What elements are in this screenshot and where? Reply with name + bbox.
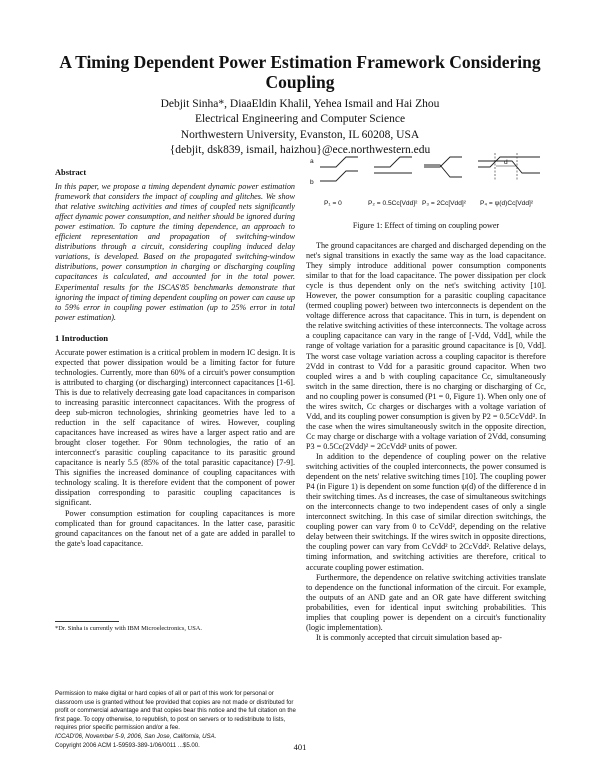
abstract-heading: Abstract	[55, 168, 87, 177]
fig-p1: P₁ = 0	[324, 200, 342, 207]
right-paragraph-4: It is commonly accepted that circuit simulation based ap-	[316, 632, 502, 642]
author-block	[40, 97, 560, 158]
fig2-wire-a	[374, 157, 412, 167]
fig-label-d: d	[504, 159, 508, 166]
footnote: *Dr. Sinha is currently with IBM Microelectronics, USA.	[55, 625, 202, 632]
abstract-text: In this paper, we propose a timing dependent dynamic power estimation framework that considers the impact of coupling and glitches. We show that relative switching activities and times of coupled nets significantly affect dynamic power consumption, and neither should be ignored during power estimation. To capture the timing dependence, an approach to efficient representation and propagation of switching-window distributions through a circuit, considering coupling induced delay variations, is developed. Based on the propagated switching-window distributions, power consumption in charging or discharging coupling capacitances is calculated, and accounted for in the total power. Experimental results for the ISCAS'85 benchmarks demonstrate that ignoring the impact of timing dependent coupling on power can cause up to 59% error in coupling power estimation (up to 25% error in total power estimation).	[55, 182, 295, 322]
fig1-wire-b	[320, 171, 358, 181]
fig4-wire-a	[478, 157, 540, 167]
fig-p3: P₃ = 2Cc[Vdd]²	[422, 200, 466, 207]
title-line-1: A Timing Dependent Power Estimation Framework Considering	[59, 52, 541, 72]
right-column	[306, 241, 546, 643]
fig-label-b: b	[310, 179, 314, 186]
figure-caption: Figure 1: Effect of timing on coupling power	[352, 221, 500, 230]
author-emails: {debjit, dsk839, ismail, haizhou}@ece.northwestern.edu	[169, 143, 431, 156]
intro-heading: 1 Introduction	[55, 332, 109, 343]
left-column	[55, 168, 295, 549]
fig-p2: P₂ = 0.5Cc[Vdd]²	[368, 200, 418, 207]
permission-text: Permission to make digital or hard copies of all or part of this work for personal or classroom use is granted without fee provided that copies are not made or distributed for profit or commercial advantage and that copies bear this notice and the full citation on the first page. To copy otherwise, to republish, to post on servers or to redistribute to lists, requires prior specific permission and/or a fee.	[55, 690, 296, 732]
title-line-2: Coupling	[265, 72, 335, 92]
intro-paragraph-2: Power consumption estimation for coupling capacitances is more complicated than for ground capacitances. In the latter case, parasitic ground capacitances on the fanout net of a gate are added in parallel to the gate's load capacitance.	[55, 508, 295, 548]
footnote-rule	[55, 621, 119, 622]
right-paragraph-2: In addition to the dependence of coupling power on the relative switching activities of the coupled interconnects, the power consumed is dependent on the nets' relative switching times [10]. The coupling power P4 (in Figure 1) is dependent on some function ψ(d) of the difference d in their switching times. As d increases, the case of simultaneous switchings on the interconnects change to two independent cases of only a single interconnect switching. In this case of similar direction switchings, the coupling power can vary from 0 to CcVdd², depending on the relative delay between their switchings. If the wires switch in opposite directions, the coupling power can vary from CcVdd² to 2CcVdd². Relative delays, timing information, and switching activities are therefore, critical to accurate coupling power estimation.	[306, 451, 546, 572]
fig1-wire-a	[320, 157, 358, 167]
paper-title	[40, 52, 560, 92]
right-paragraph-3: Furthermore, the dependence on relative switching activities translate to dependence on the functional information of the circuit. For example, the outputs of an AND gate and an OR gate have different switching probabilities, even for identical input switching probabilities. This implies that coupling power is dependent on a circuit's functionality (logic implementation).	[306, 572, 546, 632]
author-names: Debjit Sinha*, DiaaEldin Khalil, Yehea Ismail and Hai Zhou	[160, 98, 440, 110]
affiliation-dept: Electrical Engineering and Computer Science	[194, 113, 406, 126]
fig-p4: P₄ = ψ(d)Cc[Vdd]²	[480, 200, 534, 207]
page-number: 401	[293, 742, 307, 752]
intro-paragraph-1: Accurate power estimation is a critical problem in modern IC design. It is expected that power dissipation would be a limiting factor for future technologies. Currently, more than 60% of a circuit's power consumption is attributed to charging (or discharging) interconnect capacitances [1-6]. This is due to relatively decreasing gate load capacitances in comparison to increasing parasitic interconnect capacitances. With the progress of deep sub-micron technologies, shrinking geometries have led to a reduction in the self capacitance of wires. However, coupling capacitances have increased as wires have a larger aspect ratio and are brought closer together. For 90nm technologies, the ratio of an interconnect's parasitic coupling capacitance to its parasitic ground capacitance is nearly 5.5 (85% of the total parasitic capacitance) [7-9]. This signifies the increased dominance of coupling capacitances with technology scaling. It is therefore evident that the component of power dissipation corresponding to parasitic coupling capacitances is significant.	[55, 347, 295, 508]
copyright-line: Copyright 2006 ACM 1-59593-389-1/06/0011 ...$5.00.	[55, 741, 200, 749]
permission-notice	[55, 690, 300, 750]
affiliation-univ: Northwestern University, Evanston, IL 60208, USA	[180, 128, 420, 141]
fig3-wire-a	[424, 157, 462, 167]
right-paragraph-1: The ground capacitances are charged and discharged depending on the net's signal transitions in exactly the same way as the load capacitance. They simply introduce additional power consumption components similar to that for the load capacitance. The power dissipation per clock cycle is thus dependent only on the net's switching activity [10]. However, the power consumption for a parasitic coupling capacitance (termed coupling power) between two interconnects is dependent on the voltage difference across that capacitance. This in turn, is dependent on the relative switching activities of these interconnects. The voltage across a coupling capacitance can vary in the range of [-Vdd, Vdd], while the range of voltage variation for a parasitic ground capacitance is [0, Vdd]. The worst case voltage variation across a coupling capacitor is therefore 2Vdd in contrast to Vdd for a parasitic ground capacitor. When two coupled wires a and b with coupling capacitance Cc, simultaneously switch in the same direction, there is no charging or discharging of Cc, and no coupling power is consumed (P1 = 0, Figure 1). When only one of the wires switch, Cc charges or discharges with a voltage variation of Vdd, and its coupling power consumption is given by P2 = 0.5CcVdd². In the case when the wires simultaneously switch in the opposite direction, Cc may charge or discharge with a voltage variation of 2Vdd, consuming P3 = 0.5Cc(2Vdd)² = 2CcVdd² units of power.	[306, 241, 546, 451]
venue-line: ICCAD'06, November 5-9, 2006, San Jose, California, USA.	[55, 732, 217, 740]
fig-label-a: a	[310, 158, 314, 165]
